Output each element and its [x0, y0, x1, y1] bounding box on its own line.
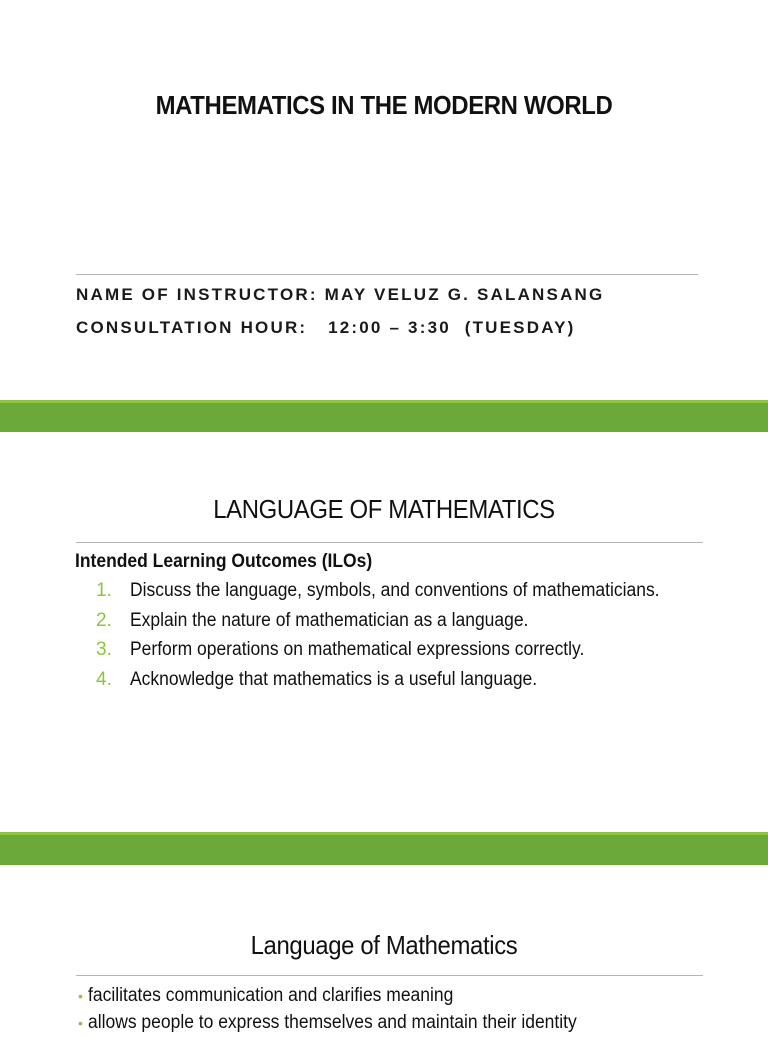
slide-2-title: LANGUAGE OF MATHEMATICS — [213, 494, 555, 524]
slide-3-divider — [76, 975, 703, 976]
slide-1-divider — [76, 274, 698, 275]
list-text: Perform operations on mathematical expressions correctly. — [130, 639, 585, 660]
list-number: 2. — [96, 609, 112, 631]
list-item — [78, 1012, 619, 1039]
list-text: facilitates communication and clarifies meaning — [87, 985, 454, 1006]
list-number: 4. — [96, 668, 112, 690]
list-item — [96, 610, 706, 640]
list-item — [96, 580, 706, 610]
list-number: 1. — [96, 580, 112, 601]
slide-1 — [0, 0, 768, 400]
slide-2-divider — [76, 542, 703, 543]
bullet-list — [78, 985, 619, 1039]
list-text: Discuss the language, symbols, and conventions of mathematicians. — [130, 580, 660, 601]
bullet-icon: • — [78, 988, 83, 1004]
consultation-hour: CONSULTATION HOUR: 12:00 – 3:30 (TUESDAY) — [76, 318, 576, 337]
list-text: Explain the nature of mathematician as a language. — [130, 609, 529, 631]
list-number: 3. — [96, 639, 112, 660]
ilo-heading: Intended Learning Outcomes (ILOs) — [75, 551, 373, 572]
list-text: allows people to express themselves and maintain their identity — [87, 1012, 577, 1033]
list-text: Acknowledge that mathematics is a useful language. — [130, 668, 538, 690]
slide-1-title: MATHEMATICS IN THE MODERN WORLD — [155, 90, 613, 120]
list-item — [96, 669, 706, 699]
ilo-list — [96, 580, 706, 698]
instructor-name: NAME OF INSTRUCTOR: MAY VELUZ G. SALANSANG — [76, 285, 605, 304]
slide-separator-2 — [0, 832, 768, 865]
list-item — [96, 639, 706, 669]
list-item — [78, 985, 619, 1012]
bullet-icon: • — [78, 1015, 83, 1031]
slide-3-title: Language of Mathematics — [250, 930, 518, 960]
slide-separator-1 — [0, 400, 768, 432]
